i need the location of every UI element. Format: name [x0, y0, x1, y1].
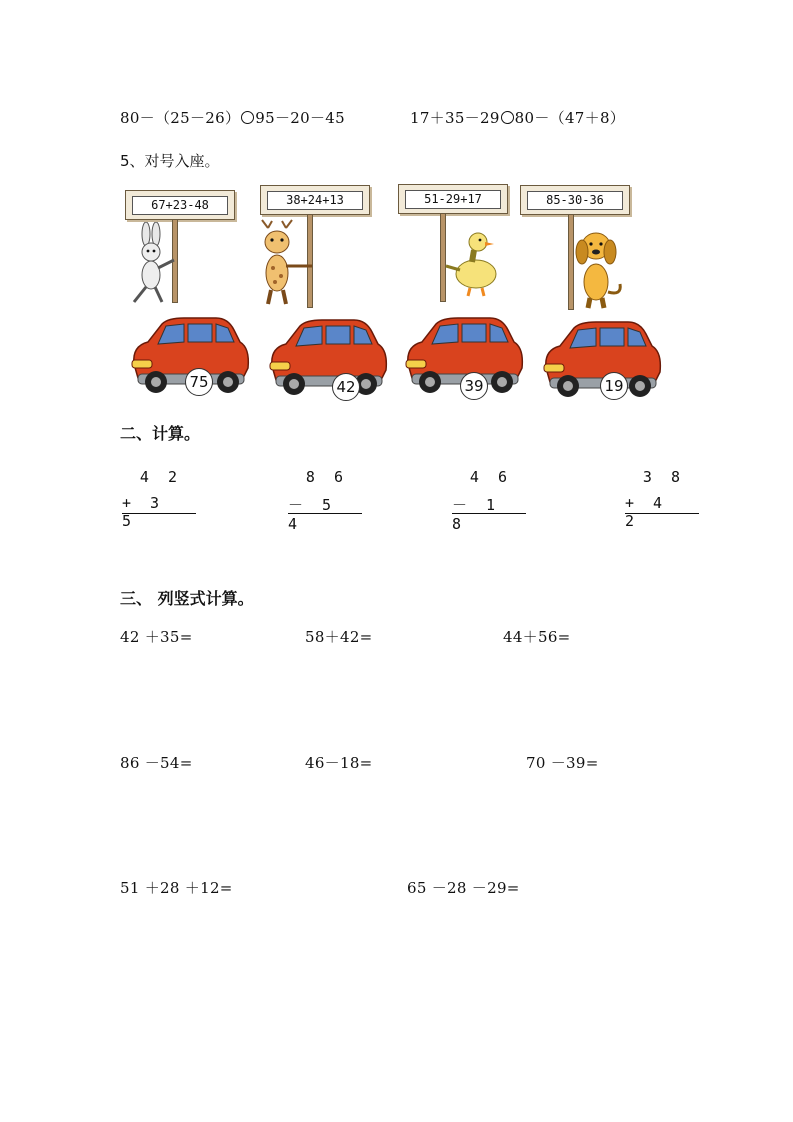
sign-1 [125, 190, 235, 220]
q5-title: 5、对号入座。 [120, 152, 220, 170]
vertical-problem-1 [122, 468, 196, 530]
vertical-problem-4-bottom: + 4 2 [625, 494, 668, 530]
compare-expr-1-right: 95－20－45 [255, 109, 345, 127]
vertical-problem-3-rule [452, 513, 526, 514]
rabbit-icon [126, 222, 186, 306]
compare-circle-1[interactable] [241, 111, 254, 124]
compare-expr-2-left: 17＋35－29 [410, 109, 500, 127]
sign-2 [260, 185, 370, 215]
car-2-number: 42 [332, 373, 360, 401]
car-1 [128, 316, 252, 398]
car-3-number: 39 [460, 372, 488, 400]
section2-title: 二、计算。 [120, 424, 201, 443]
car-1-number: 75 [185, 368, 213, 396]
duck-icon [440, 228, 506, 300]
vertical-problem-3 [452, 468, 526, 533]
vertical-problem-3-top: 4 6 [469, 468, 512, 486]
row1-problem-2: 58＋42= [305, 628, 373, 646]
sign-4-expression: 85-30-36 [527, 191, 623, 210]
vertical-problem-4-rule [625, 513, 699, 514]
compare-expr-2-right: 80－（47＋8） [514, 109, 626, 127]
vertical-problem-4 [625, 468, 699, 530]
compare-expr-1-left: 80－（25－26） [120, 109, 241, 127]
sign-3 [398, 184, 508, 214]
car-3 [402, 316, 526, 398]
row1-problem-1: 42 ＋35= [120, 628, 193, 646]
row3-problem-2: 65 －28 －29= [407, 879, 520, 897]
vertical-problem-3-bottom: － 1 8 [452, 496, 501, 533]
row2-problem-1: 86 －54= [120, 754, 193, 772]
vertical-problem-2 [288, 468, 362, 533]
car-2 [266, 318, 390, 400]
sign-2-expression: 38+24+13 [267, 191, 363, 210]
sign-3-expression: 51-29+17 [405, 190, 501, 209]
car-4-number: 19 [600, 372, 628, 400]
vertical-problem-1-rule [122, 513, 196, 514]
vertical-problem-2-rule [288, 513, 362, 514]
vertical-problem-2-bottom: － 5 4 [288, 496, 337, 533]
car-2-icon [266, 318, 390, 400]
compare-circle-2[interactable] [501, 111, 514, 124]
vertical-problem-1-bottom: + 3 5 [122, 494, 165, 530]
row2-problem-3: 70 －39= [526, 754, 599, 772]
vertical-problem-2-top: 8 6 [305, 468, 348, 486]
row1-problem-3: 44＋56= [503, 628, 571, 646]
vertical-problem-1-top: 4 2 [139, 468, 182, 486]
dog-icon [566, 226, 628, 310]
compare-line-2 [410, 107, 625, 128]
sign-1-expression: 67+23-48 [132, 196, 228, 215]
vertical-problem-4-top: 3 8 [642, 468, 685, 486]
section3-title: 三、 列竖式计算。 [120, 589, 254, 608]
deer-icon [250, 218, 320, 306]
row2-problem-2: 46－18= [305, 754, 373, 772]
compare-line [120, 107, 345, 128]
row3-problem-1: 51 ＋28 ＋12= [120, 879, 233, 897]
sign-4 [520, 185, 630, 215]
car-4 [540, 320, 664, 402]
